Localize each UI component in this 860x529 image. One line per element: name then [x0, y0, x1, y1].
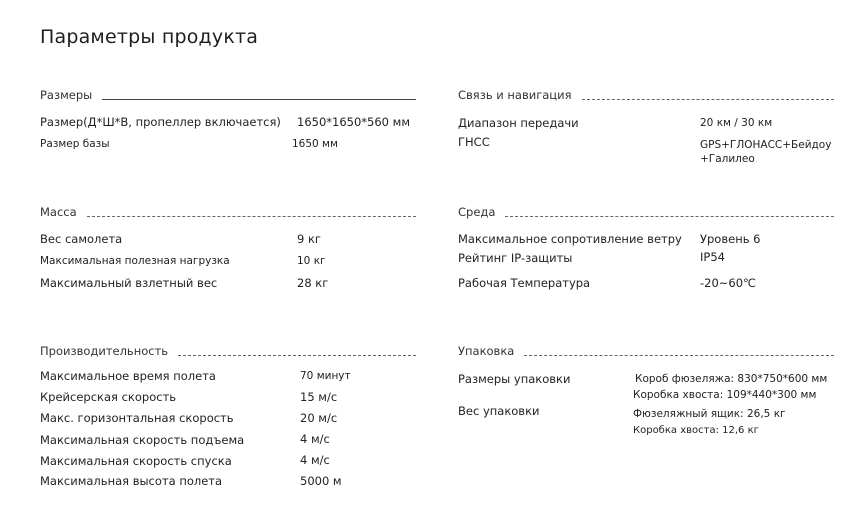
section-title-packaging: Упаковка: [458, 344, 515, 358]
spec-label-max-payload: Максимальная полезная нагрузка: [40, 255, 230, 267]
spec-value-max-altitude: 5000 м: [300, 474, 342, 488]
spec-value-gnss-line1: GPS+ГЛОНАСС+Бейдоу: [700, 139, 832, 151]
section-title-env: Среда: [458, 205, 496, 219]
spec-value-wind-resistance: Уровень 6: [700, 232, 761, 246]
spec-label-dimensions: Размер(Д*Ш*В, пропеллер включается): [40, 115, 281, 129]
section-header-performance: [40, 342, 416, 358]
spec-label-ip-rating: Рейтинг IP-защиты: [458, 251, 573, 265]
section-divider: [524, 355, 834, 356]
spec-value-package-dimensions-line2: Коробка хвоста: 109*440*300 мм: [633, 389, 817, 401]
spec-value-aircraft-weight: 9 кг: [297, 232, 321, 246]
spec-label-wheelbase: Размер базы: [40, 138, 110, 150]
spec-value-package-dimensions-line1: Короб фюзеляжа: 830*750*600 мм: [635, 373, 828, 385]
spec-label-package-weight: Вес упаковки: [458, 404, 540, 418]
spec-label-flight-time: Максимальное время полета: [40, 369, 216, 383]
section-divider: [505, 216, 834, 217]
page-title: Параметры продукта: [40, 26, 259, 48]
section-title-mass: Масса: [40, 205, 77, 219]
spec-label-aircraft-weight: Вес самолета: [40, 232, 123, 246]
section-divider: [582, 99, 834, 100]
spec-label-max-horizontal-speed: Макс. горизонтальная скорость: [40, 411, 234, 425]
section-header-mass: [40, 203, 416, 219]
section-title-performance: Производительность: [40, 344, 169, 358]
spec-value-flight-time: 70 минут: [300, 370, 351, 382]
spec-value-package-weight-line1: Фюзеляжный ящик: 26,5 кг: [633, 408, 786, 420]
spec-value-max-payload: 10 кг: [297, 255, 326, 267]
spec-value-max-horizontal-speed: 20 м/с: [300, 411, 338, 425]
spec-label-package-dimensions: Размеры упаковки: [458, 372, 571, 386]
spec-label-gnss: ГНСС: [458, 135, 490, 149]
spec-value-max-ascent-speed: 4 м/с: [300, 432, 330, 446]
section-title-comm: Связь и навигация: [458, 88, 572, 102]
section-divider: [87, 216, 416, 217]
spec-label-cruise-speed: Крейсерская скорость: [40, 390, 177, 404]
spec-label-max-descent-speed: Максимальная скорость спуска: [40, 454, 232, 468]
spec-label-wind-resistance: Максимальное сопротивление ветру: [458, 232, 682, 246]
section-title-size: Размеры: [40, 88, 93, 102]
section-header-env: [458, 203, 834, 219]
spec-label-operating-temperature: Рабочая Температура: [458, 276, 591, 290]
spec-value-wheelbase: 1650 мм: [292, 138, 338, 150]
section-header-comm: [458, 86, 834, 102]
spec-label-transmission-range: Диапазон передачи: [458, 116, 579, 130]
spec-value-transmission-range: 20 км / 30 км: [700, 117, 773, 129]
spec-value-gnss-line2: +Галилео: [700, 153, 755, 165]
section-header-size: [40, 86, 416, 102]
spec-value-max-takeoff-weight: 28 кг: [297, 276, 329, 290]
spec-value-ip-rating: IP54: [700, 250, 725, 264]
spec-value-operating-temperature: -20~60℃: [700, 276, 756, 290]
section-divider: [102, 99, 416, 100]
spec-value-cruise-speed: 15 м/с: [300, 390, 338, 404]
spec-value-dimensions: 1650*1650*560 мм: [297, 115, 410, 129]
spec-value-max-descent-speed: 4 м/с: [300, 453, 330, 467]
spec-label-max-altitude: Максимальная высота полета: [40, 474, 223, 488]
section-divider: [178, 355, 416, 356]
spec-label-max-ascent-speed: Максимальная скорость подъема: [40, 433, 245, 447]
spec-value-package-weight-line2: Коробка хвоста: 12,6 кг: [633, 425, 759, 436]
section-header-packaging: [458, 342, 834, 358]
spec-label-max-takeoff-weight: Максимальный взлетный вес: [40, 276, 218, 290]
